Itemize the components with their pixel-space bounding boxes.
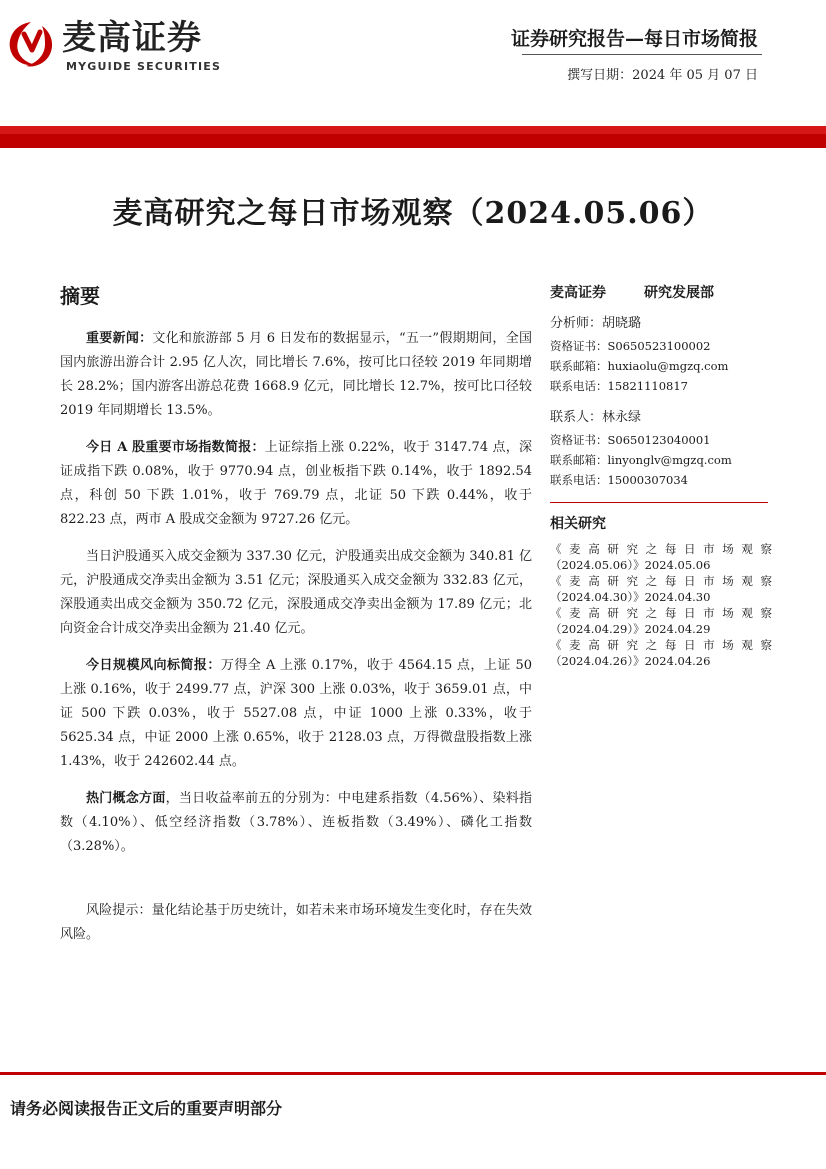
sidebar-divider — [550, 502, 768, 503]
header-red-band-highlight — [0, 126, 826, 134]
analyst-email[interactable]: 联系邮箱：huxiaolu@mgzq.com — [550, 359, 729, 373]
related-research-item[interactable] — [550, 541, 772, 573]
contact-cert: 资格证书：S0650123040001 — [550, 433, 711, 447]
paragraph-hot-concepts — [60, 787, 532, 859]
related-title: 《麦高研究之每日市场观察 — [550, 606, 772, 620]
sidebar-info — [550, 282, 772, 669]
related-title: 《麦高研究之每日市场观察 — [550, 574, 772, 588]
logo-wordmark-cn: 麦高证券 — [62, 18, 202, 58]
contact-name: 联系人：林永绿 — [550, 410, 642, 425]
report-date: 撰写日期：2024 年 05 月 07 日 — [567, 68, 758, 83]
paragraph-label: 今日 A 股重要市场指数简报： — [86, 440, 265, 455]
footer-disclaimer: 请务必阅读报告正文后的重要声明部分 — [10, 1099, 283, 1118]
related-research-heading: 相关研究 — [550, 516, 606, 532]
logo-wordmark-en: MYGUIDE SECURITIES — [66, 60, 222, 73]
analyst-name: 分析师：胡晓璐 — [550, 316, 642, 331]
myguide-logo-icon — [6, 20, 56, 68]
contact-phone: 联系电话：15000307034 — [550, 473, 688, 487]
related-date: （2024.05.06）》2024.05.06 — [550, 558, 711, 572]
risk-warning: 风险提示：量化结论基于历史统计，如若未来市场环境发生变化时，存在失效风险。 — [60, 903, 532, 942]
dept-name: 研究发展部 — [644, 285, 714, 301]
related-research-item[interactable] — [550, 605, 772, 637]
spacer — [550, 396, 772, 406]
related-research-item[interactable] — [550, 573, 772, 605]
related-title: 《麦高研究之每日市场观察 — [550, 542, 772, 556]
paragraph-text: 文化和旅游部 5 月 6 日发布的数据显示，“五一”假期期间，全国国内旅游出游合计 2.95 亿人次，同比增长 7.6%，按可比口径较 2019 年同期增长 28.2%；国内游客出游总花费 1668.9 亿元，同比增长 12.7%，按可比口径较 2019 年同期增长 13.5%。 — [60, 331, 532, 418]
related-research-item[interactable] — [550, 637, 772, 669]
paragraph-label: 热门概念方面 — [86, 791, 166, 806]
sidebar-org — [550, 282, 772, 302]
paragraph-label: 重要新闻： — [86, 331, 153, 346]
paragraph-size-indices — [60, 654, 532, 774]
contact-email[interactable]: 联系邮箱：linyonglv@mgzq.com — [550, 453, 732, 467]
related-title: 《麦高研究之每日市场观察 — [550, 638, 772, 652]
paragraph-a-share-indices — [60, 436, 532, 532]
paragraph-label: 今日规模风向标简报： — [86, 658, 221, 673]
report-title: 麦高研究之每日市场观察（2024.05.06） — [112, 196, 714, 231]
analyst-cert: 资格证书：S0650523100002 — [550, 339, 711, 353]
paragraph-text: 当日沪股通买入成交金额为 337.30 亿元，沪股通卖出成交金额为 340.81 亿元，沪股通成交净卖出金额为 3.51 亿元；深股通买入成交金额为 332.83 亿元，深股通卖出成交金额为 350.72 亿元，深股通成交净卖出金额为 17.89 亿元；北向资金合计成交净卖出金额为 21.40 亿元。 — [60, 549, 532, 636]
related-date: （2024.04.30）》2024.04.30 — [550, 590, 711, 604]
summary-heading: 摘要 — [60, 284, 100, 308]
paragraph-text: ，当日收益率前五的分别为：中电建系指数（4.56%）、染料指数（4.10%）、低空经济指数（3.78%）、连板指数（3.49%）、磷化工指数（3.28%）。 — [60, 791, 532, 854]
paragraph-stock-connect — [60, 545, 532, 641]
summary-section — [60, 280, 532, 960]
report-type: 证券研究报告—每日市场简报 — [510, 28, 758, 50]
footer-divider — [0, 1072, 826, 1075]
related-date: （2024.04.29）》2024.04.29 — [550, 622, 711, 636]
paragraph-text: 万得全 A 上涨 0.17%，收于 4564.15 点，上证 50 上涨 0.16%，收于 2499.77 点，沪深 300 上涨 0.03%，收于 3659.01 点，中证 500 下跌 0.03%，收于 5527.08 点，中证 1000 上涨 0.33%，收于 5625.34 点，中证 2000 上涨 0.65%，收于 2128.03 点，万得微盘股指数上涨 1.43%，收于 242602.44 点。 — [60, 658, 532, 769]
related-date: （2024.04.26）》2024.04.26 — [550, 654, 711, 668]
paragraph-news — [60, 327, 532, 423]
header-divider — [522, 54, 762, 55]
org-name: 麦高证券 — [550, 285, 606, 301]
paragraph-text: 上证综指上涨 0.22%，收于 3147.74 点，深证成指下跌 0.08%，收于 9770.94 点，创业板指下跌 0.14%，收于 1892.54 点，科创 50 下跌 1.01%，收于 769.79 点，北证 50 下跌 0.44%，收于 822.23 点，两市 A 股成交金额为 9727.26 亿元。 — [60, 440, 532, 527]
analyst-phone: 联系电话：15821110817 — [550, 379, 688, 393]
